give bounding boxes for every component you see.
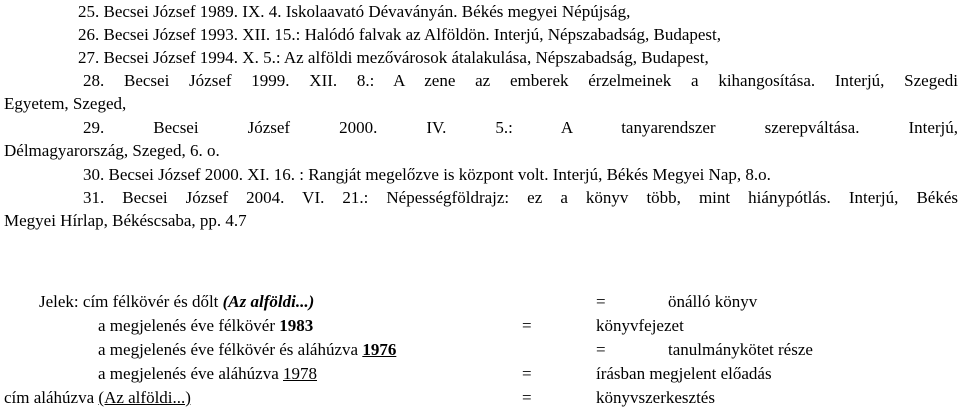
entry-line — [4, 69, 958, 92]
entry-text: Becsei József 2000. IV. 5.: A tanyarendszer szerepváltása. Interjú, — [153, 118, 959, 137]
legend-description — [98, 314, 313, 338]
legend-prefix: a megjelenés éve aláhúzva — [98, 364, 284, 383]
legend-example: (Az alföldi...) — [222, 292, 315, 311]
entry-line — [4, 116, 958, 139]
legend-meaning: írásban megjelent előadás — [596, 364, 772, 383]
legend-meaning: könyvfejezet — [596, 316, 684, 335]
entry-text: Becsei József 1989. IX. 4. Iskolaavató Dévaványán. Békés megyei Népújság, — [103, 2, 631, 21]
legend-example: (Az alföldi...) — [98, 388, 191, 407]
list-item — [4, 69, 958, 116]
entry-number: 27. — [78, 48, 100, 67]
legend-example: 1983 — [279, 316, 314, 335]
entry-number: 26. — [78, 25, 100, 44]
legend-meaning: önálló könyv — [668, 292, 758, 311]
legend-equals: = — [522, 388, 532, 407]
legend-prefix: Jelek: cím félkövér és dőlt — [39, 292, 223, 311]
entry-line: Megyei Hírlap, Békéscsaba, pp. 4.7 — [4, 211, 247, 231]
legend-equals: = — [522, 316, 532, 335]
legend-prefix: cím aláhúzva — [4, 388, 99, 407]
legend-equals: = — [596, 340, 606, 359]
legend-prefix: a megjelenés éve félkövér és aláhúzva — [98, 340, 363, 359]
list-item — [4, 186, 958, 233]
entry-number: 31. — [83, 188, 105, 207]
legend-description — [98, 362, 317, 386]
entry-line: Délmagyarország, Szeged, 6. o. — [4, 141, 220, 161]
entry-text: Becsei József 2004. VI. 21.: Népességföldrajz: ez a könyv több, mint hiánypótlás. Interjú, Békés — [122, 188, 958, 207]
legend-meaning: tanulmánykötet része — [668, 340, 813, 359]
legend-meaning: könyvszerkesztés — [596, 388, 715, 407]
list-item — [78, 0, 958, 23]
legend-description — [4, 386, 191, 410]
legend-example: 1978 — [283, 364, 318, 383]
list-item — [78, 46, 958, 69]
list-item — [4, 116, 958, 163]
legend-equals: = — [596, 292, 606, 311]
entry-text: Becsei József 1994. X. 5.: Az alföldi mezővárosok átalakulása, Népszabadság, Budapest, — [103, 48, 709, 67]
entry-number: 29. — [83, 118, 105, 137]
entry-number: 28. — [83, 71, 105, 90]
legend-equals: = — [522, 364, 532, 383]
entry-line: Egyetem, Szeged, — [4, 94, 127, 114]
entry-text: Becsei József 1993. XII. 15.: Halódó falvak az Alföldön. Interjú, Népszabadság, Budapest, — [103, 25, 721, 44]
legend-prefix: a megjelenés éve félkövér — [98, 316, 280, 335]
entry-text: Becsei József 1999. XII. 8.: A zene az emberek érzelmeinek a kihangosítása. Interjú, Szegedi — [124, 71, 958, 90]
entry-line — [4, 186, 958, 209]
legend-example: 1976 — [362, 340, 397, 359]
entry-number: 30. — [83, 165, 105, 184]
list-item — [83, 163, 958, 186]
legend-description — [39, 290, 314, 314]
entry-number: 25. — [78, 2, 100, 21]
legend-description — [98, 338, 396, 362]
entry-text: Becsei József 2000. XI. 16. : Rangját megelőzve is központ volt. Interjú, Békés Megyei Nap, 8.o. — [108, 165, 771, 184]
list-item — [78, 23, 958, 46]
